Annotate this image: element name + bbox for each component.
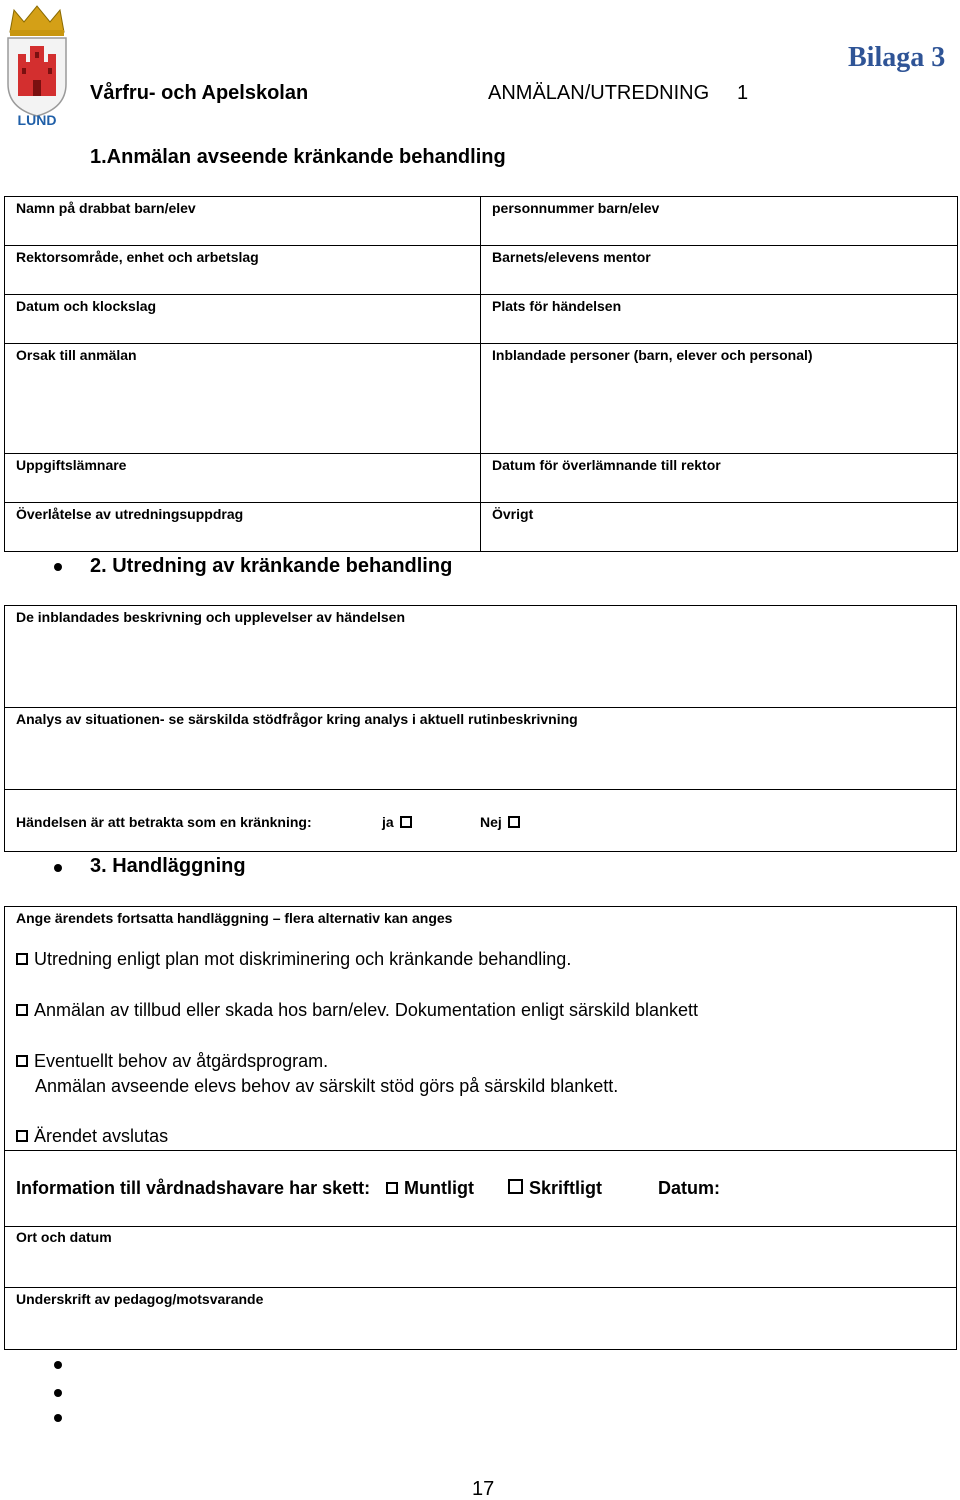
mentor-field[interactable]: Barnets/elevens mentor (481, 246, 958, 295)
analysis-label: Analys av situationen- se särskilda stödfrågor kring analys i aktuell rutinbeskrivning (16, 711, 578, 727)
table-row (5, 454, 958, 503)
page-indicator: 1 (737, 82, 749, 104)
option-case-closed[interactable]: Ärendet avslutas (16, 1126, 168, 1147)
verdict-no-option[interactable] (480, 814, 520, 830)
assignment-transfer-field[interactable]: Överlåtelse av utredningsuppdrag (5, 503, 481, 552)
option-action-program[interactable]: Eventuellt behov av åtgärdsprogram. (16, 1051, 328, 1072)
yes-label: ja (382, 814, 394, 830)
description-label: De inblandades beskrivning och upplevelser av händelsen (16, 609, 406, 625)
signature-label: Underskrift av pedagog/motsvarande (16, 1291, 264, 1307)
verdict-label: Händelsen är att betrakta som en kränkning: (16, 814, 312, 830)
section1-title: 1.Anmälan avseende kränkande behandling (90, 146, 506, 168)
info-oral-option[interactable]: Muntligt (386, 1178, 474, 1199)
verdict-row (4, 789, 957, 852)
personal-number-field[interactable]: personnummer barn/elev (481, 197, 958, 246)
bullet (54, 1361, 62, 1369)
report-reason-field[interactable]: Orsak till anmälan (5, 344, 481, 454)
signature-field[interactable] (4, 1287, 957, 1350)
handover-date-field[interactable]: Datum för överlämnande till rektor (481, 454, 958, 503)
bullet (54, 1389, 62, 1397)
bullet (54, 563, 62, 571)
page-number: 17 (472, 1478, 495, 1500)
date-time-field[interactable]: Datum och klockslag (5, 295, 481, 344)
svg-text:LUND: LUND (17, 112, 57, 126)
victim-name-field[interactable]: Namn på drabbat barn/elev (5, 197, 481, 246)
informant-field[interactable]: Uppgiftslämnare (5, 454, 481, 503)
lund-coat-of-arms-logo (4, 4, 70, 126)
school-name: Vårfru- och Apelskolan (90, 82, 309, 104)
guardian-info-label: Information till vårdnadshavare har skett: (16, 1178, 371, 1198)
checkbox[interactable] (16, 953, 28, 965)
table-row (5, 295, 958, 344)
report-table (4, 196, 958, 552)
table-row (5, 344, 958, 454)
section3-title: 3. Handläggning (90, 855, 246, 877)
checkbox[interactable] (16, 1004, 28, 1016)
analysis-field[interactable] (4, 707, 957, 790)
checkbox[interactable] (16, 1130, 28, 1142)
checkbox[interactable] (16, 1055, 28, 1067)
info-date-label: Datum: (658, 1178, 720, 1198)
table-row (5, 503, 958, 552)
checkbox[interactable] (508, 1179, 523, 1194)
guardian-info-row (4, 1150, 957, 1227)
place-date-label: Ort och datum (16, 1229, 112, 1245)
attachment-label: Bilaga 3 (848, 42, 946, 73)
school-unit-field[interactable]: Rektorsområde, enhet och arbetslag (5, 246, 481, 295)
table-row (5, 197, 958, 246)
no-checkbox[interactable] (508, 816, 520, 828)
option-note: Anmälan avseende elevs behov av särskilt stöd görs på särskild blankett. (35, 1076, 619, 1096)
handling-intro: Ange ärendets fortsatta handläggning – flera alternativ kan anges (16, 910, 453, 926)
bullet (54, 864, 62, 872)
incident-place-field[interactable]: Plats för händelsen (481, 295, 958, 344)
verdict-yes-option[interactable] (382, 814, 412, 830)
other-field[interactable]: Övrigt (481, 503, 958, 552)
option-investigation[interactable]: Utredning enligt plan mot diskriminering och kränkande behandling. (16, 949, 571, 970)
involved-persons-field[interactable]: Inblandade personer (barn, elever och personal) (481, 344, 958, 454)
table-row (5, 246, 958, 295)
bullet (54, 1414, 62, 1422)
yes-checkbox[interactable] (400, 816, 412, 828)
info-written-option[interactable]: Skriftligt (508, 1178, 602, 1199)
no-label: Nej (480, 814, 502, 830)
handling-box (4, 906, 957, 1151)
document-type: ANMÄLAN/UTREDNING (488, 82, 710, 104)
option-incident-report[interactable]: Anmälan av tillbud eller skada hos barn/elev. Dokumentation enligt särskild blankett (16, 1000, 698, 1021)
checkbox[interactable] (386, 1182, 398, 1194)
place-date-field[interactable] (4, 1226, 957, 1288)
section2-title: 2. Utredning av kränkande behandling (90, 555, 453, 577)
description-field[interactable] (4, 605, 957, 708)
